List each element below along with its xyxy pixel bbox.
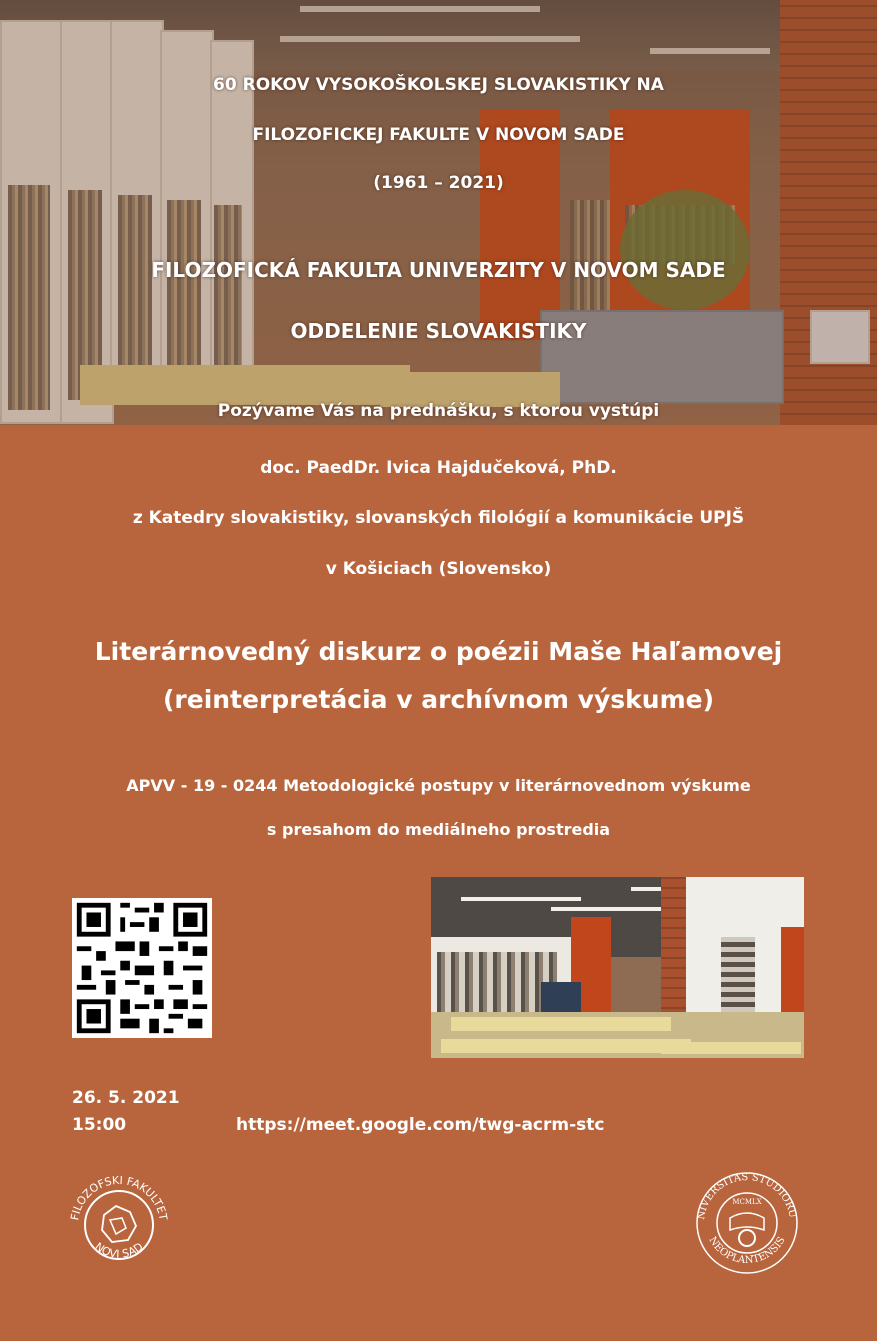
library-photo-top: [0, 0, 877, 425]
university-seal-icon: [692, 1168, 802, 1278]
speaker-city: v Košiciach (Slovensko): [325, 559, 552, 579]
university-seal-bottom-text: NEOPLANTENSIS: [706, 1235, 788, 1267]
photo-tint: [0, 0, 877, 425]
university-seal-graphic: [692, 1168, 802, 1278]
header-line-1: 60 ROKOV VYSOKOŠKOLSKEJ SLOVAKISTIKY NA: [213, 75, 664, 95]
svg-text:NEOPLANTENSIS: [706, 1235, 787, 1266]
desk: [661, 1042, 801, 1054]
faculty-name: FILOZOFICKÁ FAKULTA UNIVERZITY V NOVOM SADE: [151, 258, 726, 282]
faculty-seal-bottom-text: NOVI SAD: [92, 1240, 146, 1261]
meeting-link[interactable]: https://meet.google.com/twg-acrm-stc: [236, 1115, 605, 1135]
book-shelf: [437, 952, 557, 1017]
speaker-affiliation: z Katedry slovakistiky, slovanských filológií a komunikácie UPJŠ: [132, 508, 745, 528]
project-line-1: APVV - 19 - 0244 Metodologické postupy v literárnovednom výskume: [126, 776, 751, 795]
faculty-seal-top-text: FILOZOFSKI FAKULTET: [68, 1173, 170, 1222]
printer: [541, 982, 581, 1012]
header-line-2: FILOZOFICKEJ FAKULTE V NOVOM SADE: [252, 125, 625, 145]
event-time: 15:00: [72, 1115, 127, 1135]
event-date: 26. 5. 2021: [72, 1088, 180, 1108]
faculty-seal-graphic: [64, 1170, 174, 1280]
qr-code-graphic: [72, 898, 212, 1038]
qr-code-icon[interactable]: [72, 898, 212, 1038]
orange-wall: [781, 927, 804, 1017]
svg-text:NOVI SAD: [92, 1240, 145, 1261]
university-seal-top-text: NIVERSITAS STUDIORU: [695, 1171, 798, 1221]
ceiling-light: [551, 907, 671, 911]
desk: [441, 1039, 691, 1053]
lecture-subtitle: (reinterpretácia v archívnom výskume): [162, 685, 714, 714]
library-photo-bottom: [431, 877, 804, 1058]
header-years: (1961 – 2021): [373, 173, 504, 193]
faculty-seal-icon: [64, 1170, 174, 1280]
project-line-2: s presahom do mediálneho prostredia: [266, 820, 611, 839]
book-shelf: [721, 937, 755, 1017]
svg-text:FILOZOFSKI FAKULTET: [68, 1174, 170, 1222]
desk: [451, 1017, 671, 1031]
invite-line: Pozývame Vás na prednášku, s ktorou vystúpi: [217, 401, 660, 421]
speaker-name: doc. PaedDr. Ivica Hajdučeková, PhD.: [260, 458, 617, 478]
ceiling-light: [461, 897, 581, 901]
lecture-title: Literárnovedný diskurz o poézii Maše Haľamovej: [94, 637, 783, 666]
department-name: ODDELENIE SLOVAKISTIKY: [290, 319, 587, 343]
university-seal-year: MCMLX: [732, 1198, 762, 1206]
